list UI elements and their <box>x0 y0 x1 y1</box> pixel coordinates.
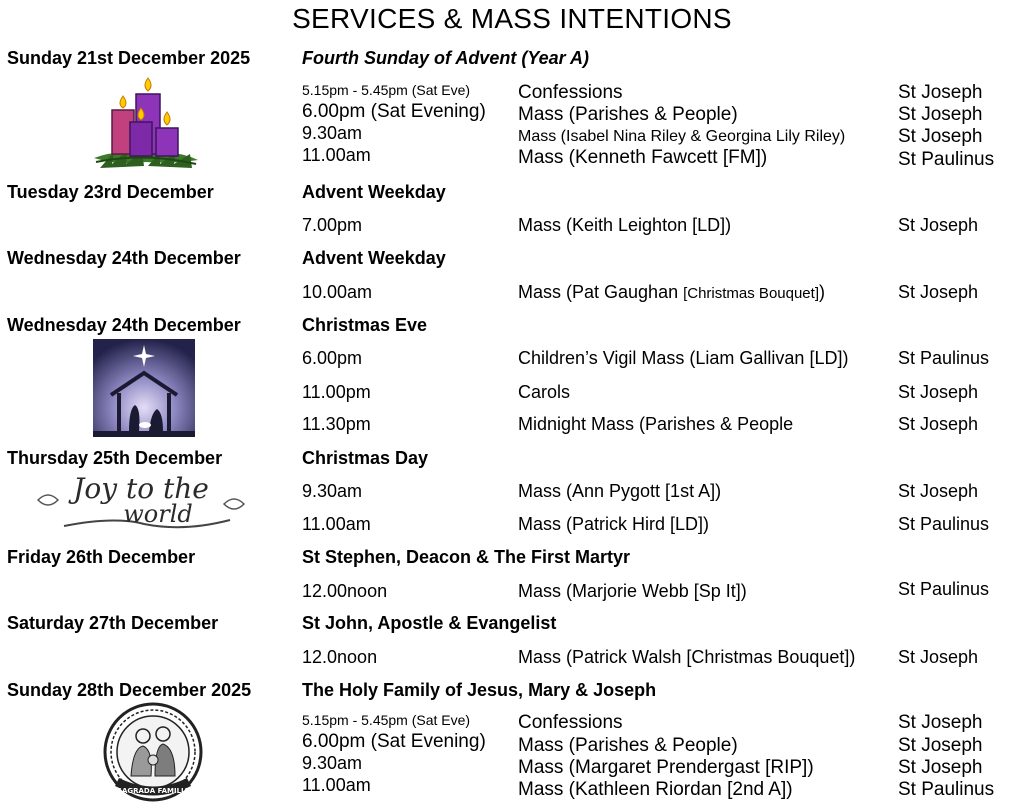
service: Mass (Ann Pygott [1st A]) <box>518 481 722 501</box>
time: 11.00am <box>302 775 371 795</box>
day-date: Saturday 27th December <box>7 613 219 633</box>
joy-text-line2: world <box>123 500 193 528</box>
day-feast: St Stephen, Deacon & The First Martyr <box>302 547 631 567</box>
joy-to-the-world-image <box>34 470 248 532</box>
service: Midnight Mass (Parishes & People <box>518 414 794 434</box>
day-date: Sunday 28th December 2025 <box>7 680 252 700</box>
church: St Paulinus <box>898 779 995 800</box>
time: 7.00pm <box>302 215 363 235</box>
time: 9.30am <box>302 753 363 773</box>
service-main: Mass (Pat Gaughan <box>518 282 684 302</box>
day-feast: St John, Apostle & Evangelist <box>302 613 557 633</box>
day-date: Tuesday 23rd December <box>7 182 214 202</box>
day-feast: Fourth Sunday of Advent (Year A) <box>302 48 590 68</box>
service-note: [Christmas Bouquet] <box>683 285 819 302</box>
service: Mass (Keith Leighton [LD]) <box>518 215 732 235</box>
holy-family-badge-text: SAGRADA FAMILIA <box>116 787 190 795</box>
church: St Paulinus <box>898 348 990 368</box>
service: Mass (Kenneth Fawcett [FM]) <box>518 147 768 168</box>
service: Confessions <box>518 82 623 103</box>
advent-candles-image <box>90 72 202 178</box>
time: 11.00am <box>302 145 371 165</box>
service: Children’s Vigil Mass (Liam Gallivan [LD]) <box>518 348 849 368</box>
joy-text-line1: Joy to the <box>73 472 209 505</box>
service-end: ) <box>819 282 825 302</box>
time: 6.00pm (Sat Evening) <box>302 101 486 122</box>
church: St Joseph <box>898 757 983 778</box>
page-title: SERVICES & MASS INTENTIONS <box>292 3 732 34</box>
service: Carols <box>518 382 571 402</box>
church: St Joseph <box>898 82 983 103</box>
time: 6.00pm (Sat Evening) <box>302 731 486 752</box>
nativity-image <box>93 339 195 437</box>
time: 6.00pm <box>302 348 363 368</box>
time: 11.00pm <box>302 382 371 402</box>
service <box>518 282 825 303</box>
church: St Joseph <box>898 481 979 501</box>
church: St Joseph <box>898 712 983 733</box>
service: Mass (Kathleen Riordan [2nd A]) <box>518 779 793 800</box>
service: Mass (Parishes & People) <box>518 735 738 756</box>
day-feast: Advent Weekday <box>302 248 446 268</box>
time: 9.30am <box>302 481 363 501</box>
day-date: Friday 26th December <box>7 547 196 567</box>
church: St Joseph <box>898 215 979 235</box>
service: Mass (Parishes & People) <box>518 104 738 125</box>
service: Mass (Marjorie Webb [Sp It]) <box>518 581 747 601</box>
service: Mass (Isabel Nina Riley & Georgina Lily Riley) <box>518 128 846 145</box>
day-feast: The Holy Family of Jesus, Mary & Joseph <box>302 680 657 700</box>
time: 10.00am <box>302 282 373 302</box>
church: St Paulinus <box>898 579 990 599</box>
time: 5.15pm - 5.45pm (Sat Eve) <box>302 712 471 728</box>
holy-family-image <box>103 700 203 804</box>
church: St Joseph <box>898 104 983 125</box>
day-feast: Christmas Eve <box>302 315 428 335</box>
day-feast: Advent Weekday <box>302 182 446 202</box>
time: 12.0noon <box>302 647 378 667</box>
day-feast: Christmas Day <box>302 448 429 468</box>
time: 12.00noon <box>302 581 388 601</box>
church: St Joseph <box>898 282 979 302</box>
service: Mass (Patrick Walsh [Christmas Bouquet]) <box>518 647 856 667</box>
time: 11.00am <box>302 514 371 534</box>
day-date: Thursday 25th December <box>7 448 223 468</box>
service: Mass (Margaret Prendergast [RIP]) <box>518 757 814 778</box>
church: St Joseph <box>898 382 979 402</box>
church: St Paulinus <box>898 149 995 170</box>
church: St Joseph <box>898 735 983 756</box>
day-date: Sunday 21st December 2025 <box>7 48 251 68</box>
church: St Joseph <box>898 126 983 147</box>
day-date: Wednesday 24th December <box>7 248 241 268</box>
church: St Joseph <box>898 414 979 434</box>
day-date: Wednesday 24th December <box>7 315 241 335</box>
service: Confessions <box>518 712 623 733</box>
church: St Paulinus <box>898 514 990 534</box>
church: St Joseph <box>898 647 979 667</box>
time: 11.30pm <box>302 414 371 434</box>
time: 5.15pm - 5.45pm (Sat Eve) <box>302 82 471 98</box>
time: 9.30am <box>302 123 363 143</box>
service: Mass (Patrick Hird [LD]) <box>518 514 710 534</box>
